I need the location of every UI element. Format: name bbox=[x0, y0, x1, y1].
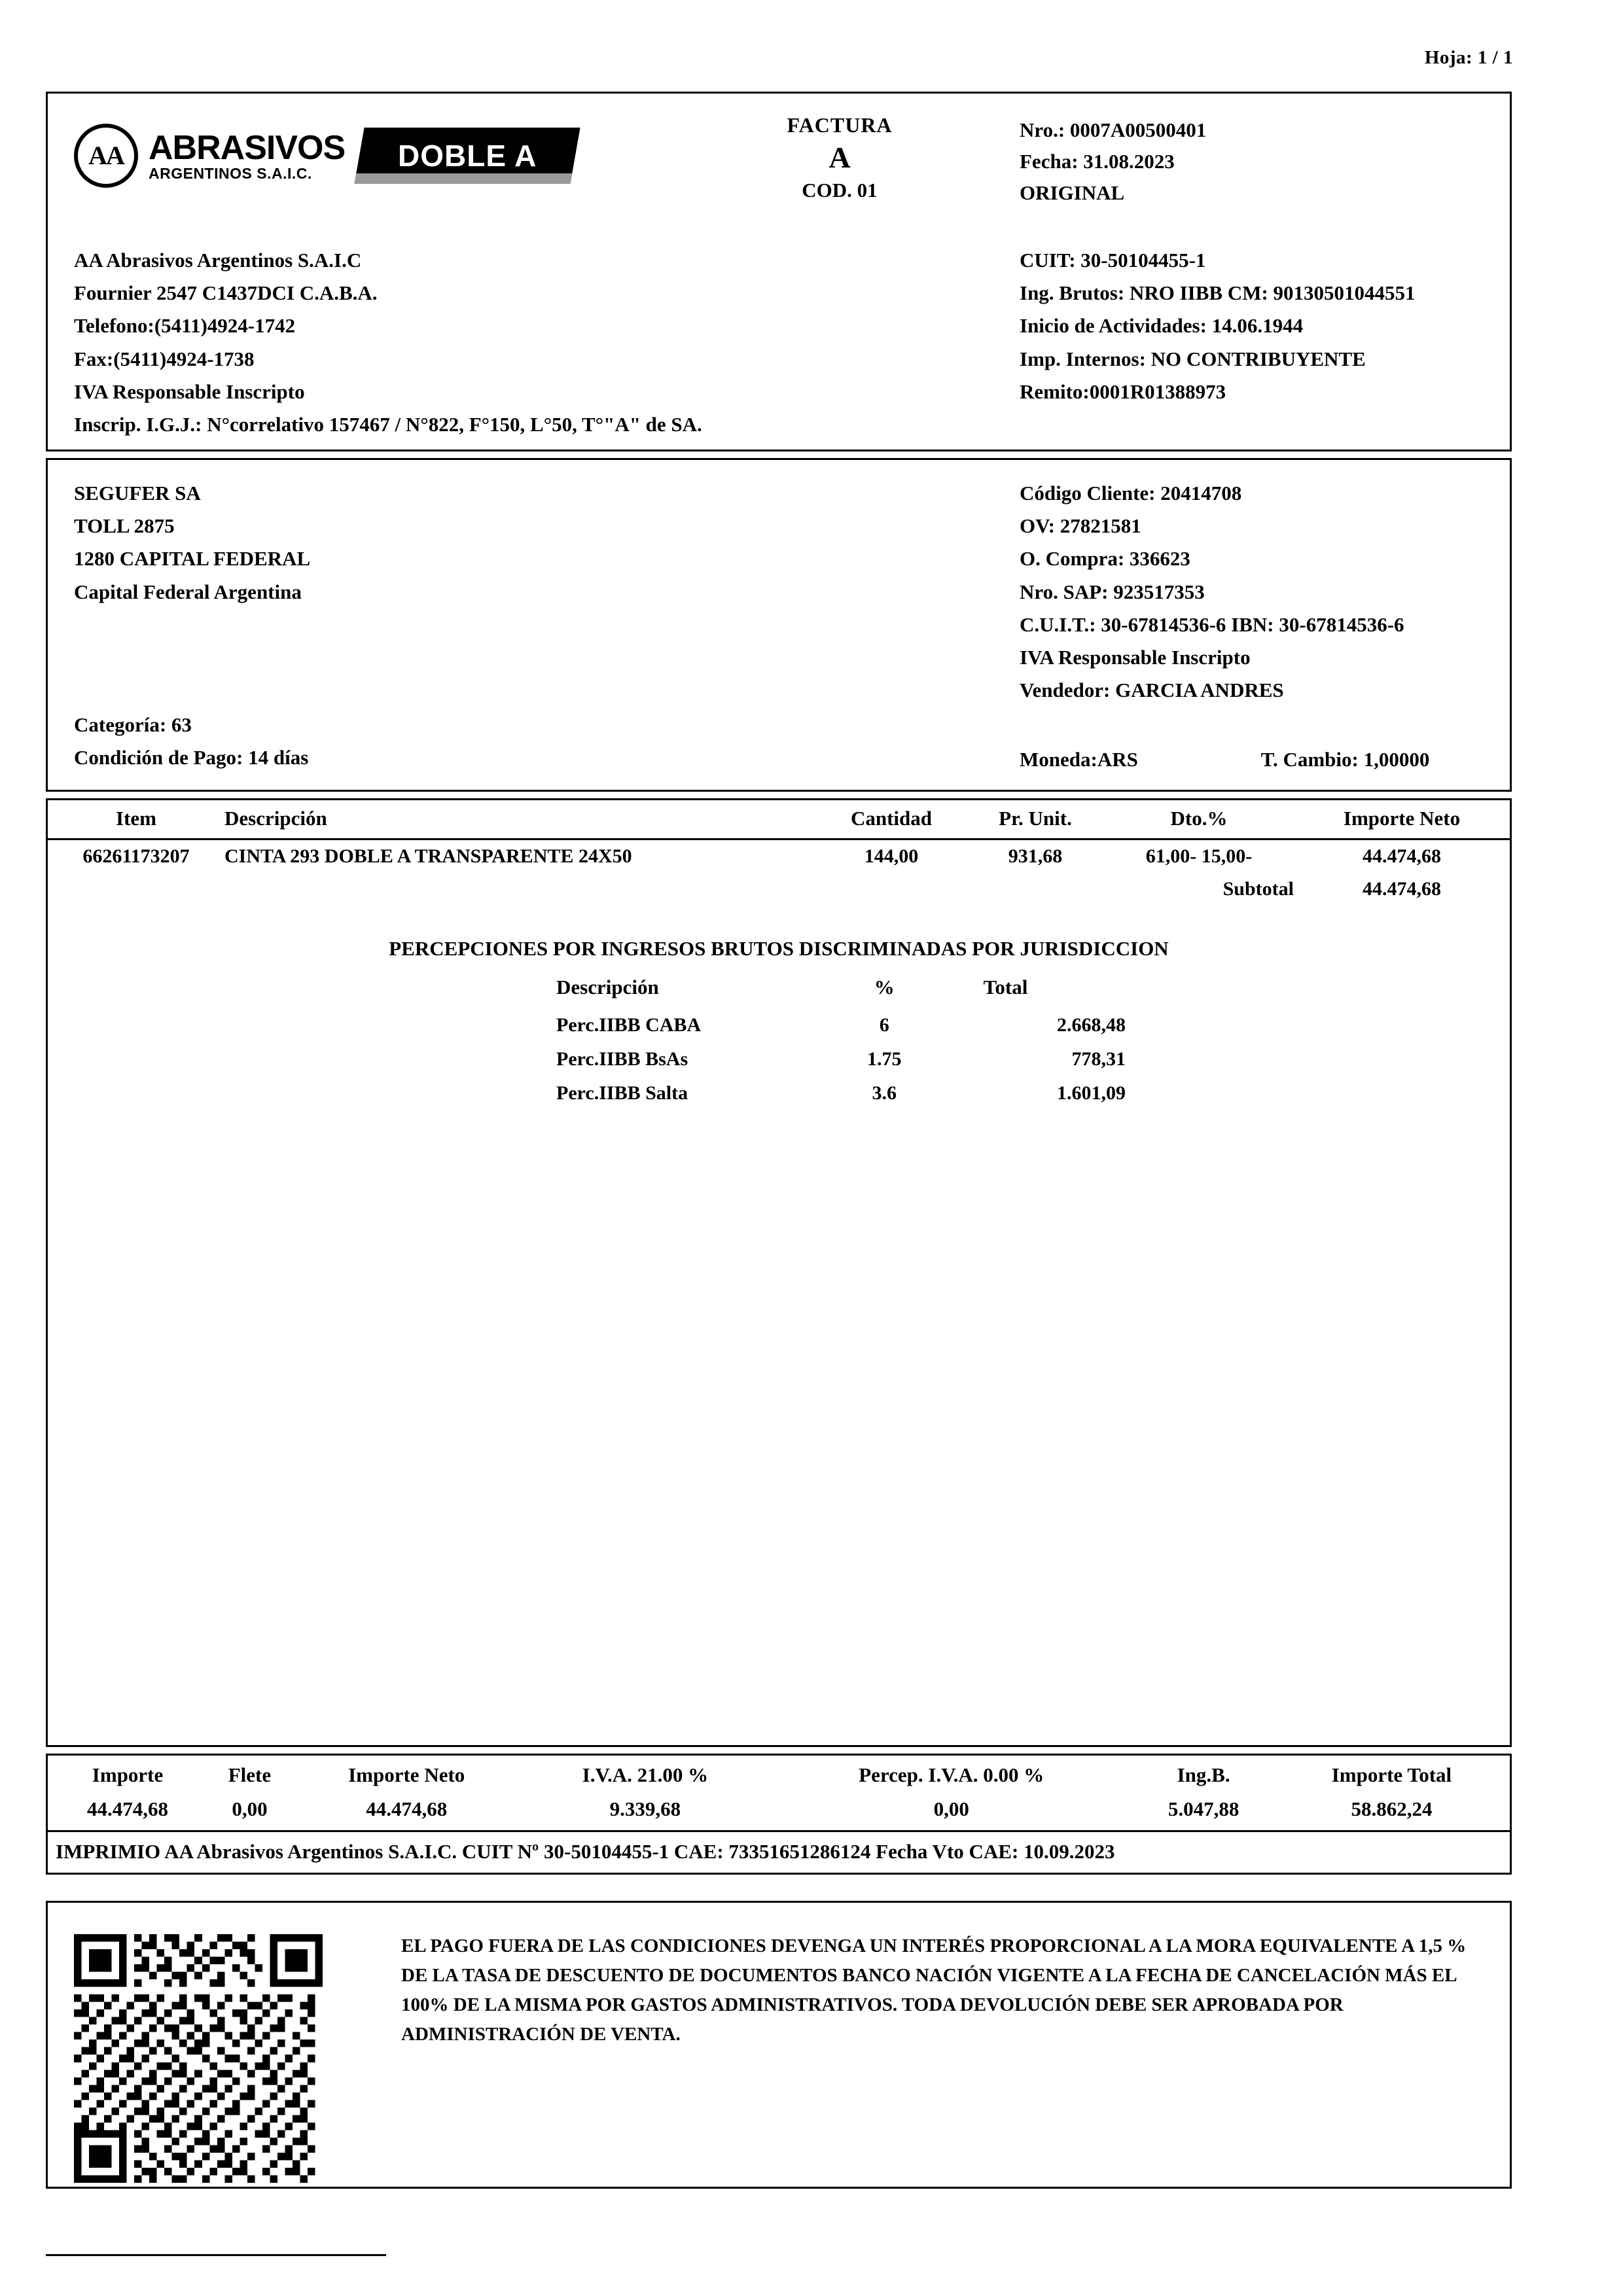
items-table bbox=[48, 800, 1510, 906]
items-header-item: Item bbox=[48, 800, 224, 839]
legal-block bbox=[46, 1901, 1512, 2189]
items-block bbox=[46, 798, 1512, 1747]
total-iva: 9.339,68 bbox=[609, 1797, 681, 1820]
customer-terms bbox=[74, 709, 308, 774]
totals-header-ingb: Ing.B. bbox=[1177, 1763, 1230, 1786]
table-row bbox=[353, 1076, 1204, 1110]
customer-cuit: C.U.I.T.: 30-67814536-6 IBN: 30-67814536-6 bbox=[1020, 612, 1404, 636]
issuer-cuit: CUIT: 30-50104455-1 bbox=[1020, 249, 1206, 272]
doble-a-logo bbox=[355, 128, 580, 184]
total-importe-total: 58.862,24 bbox=[1351, 1797, 1433, 1820]
customer-fiscal-data bbox=[1020, 477, 1404, 707]
percepcion-percent: 6 bbox=[879, 1014, 889, 1036]
invoice-code: COD. 01 bbox=[802, 179, 878, 202]
customer-code: Código Cliente: 20414708 bbox=[1020, 482, 1242, 504]
invoice-type-title: FACTURA bbox=[787, 113, 893, 137]
customer-city: 1280 CAPITAL FEDERAL bbox=[74, 547, 311, 571]
sheet-number: Hoja: 1 / 1 bbox=[1424, 47, 1513, 68]
totals-table bbox=[48, 1756, 1510, 1832]
table-row bbox=[353, 1008, 1204, 1042]
percepciones-header-descripcion: Descripción bbox=[556, 976, 659, 998]
currency-label: Moneda:ARS bbox=[1020, 748, 1138, 771]
invoice-copy-label: ORIGINAL bbox=[1020, 181, 1125, 205]
table-row bbox=[353, 1042, 1204, 1076]
percepcion-percent: 3.6 bbox=[872, 1082, 897, 1104]
brand-subtitle: ARGENTINOS S.A.I.C. bbox=[149, 164, 312, 182]
issuer-ingresos-brutos: Ing. Brutos: NRO IIBB CM: 90130501044551 bbox=[1020, 281, 1416, 305]
items-header-precio: Pr. Unit. bbox=[967, 800, 1104, 839]
issuer-address bbox=[74, 244, 702, 441]
issuer-start-date: Inicio de Actividades: 14.06.1944 bbox=[1020, 314, 1304, 338]
doble-a-logo-text: DOBLE A bbox=[398, 139, 537, 173]
total-flete: 0,00 bbox=[232, 1797, 268, 1820]
totals-block bbox=[46, 1754, 1512, 1875]
subtotal-value: 44.474,68 bbox=[1363, 878, 1441, 900]
issuer-street: Fournier 2547 C1437DCI C.A.B.A. bbox=[74, 281, 378, 305]
item-code: 66261173207 bbox=[82, 845, 190, 867]
customer-name: SEGUFER SA bbox=[74, 482, 201, 504]
issuer-iva-condition: IVA Responsable Inscripto bbox=[74, 380, 305, 403]
doble-a-logo-stripe bbox=[355, 173, 573, 184]
percepcion-description: Perc.IIBB CABA bbox=[556, 1014, 702, 1036]
issuer-phone: Telefono:(5411)4924-1742 bbox=[74, 314, 296, 338]
customer-block bbox=[46, 458, 1512, 792]
items-header-descuento: Dto.% bbox=[1104, 800, 1294, 839]
item-quantity: 144,00 bbox=[864, 845, 919, 867]
subtotal-row bbox=[48, 873, 1510, 906]
aa-monogram-icon bbox=[74, 124, 138, 188]
customer-street: TOLL 2875 bbox=[74, 514, 175, 538]
customer-sap-number: Nro. SAP: 923517353 bbox=[1020, 580, 1205, 603]
customer-country: Capital Federal Argentina bbox=[74, 580, 302, 603]
percepcion-description: Perc.IIBB Salta bbox=[556, 1082, 688, 1104]
percepcion-description: Perc.IIBB BsAs bbox=[556, 1048, 688, 1070]
invoice-numbers bbox=[1020, 115, 1206, 209]
totals-header-iva: I.V.A. 21.00 % bbox=[582, 1763, 709, 1786]
percepcion-total: 778,31 bbox=[1071, 1048, 1126, 1070]
total-ingb: 5.047,88 bbox=[1168, 1797, 1240, 1820]
totals-header-importe: Importe bbox=[92, 1763, 164, 1786]
customer-salesperson: Vendedor: GARCIA ANDRES bbox=[1020, 679, 1284, 702]
currency-info bbox=[1020, 748, 1429, 771]
items-header-descripcion: Descripción bbox=[224, 800, 816, 839]
percepcion-total: 2.668,48 bbox=[1057, 1014, 1126, 1036]
total-importe-neto: 44.474,68 bbox=[366, 1797, 448, 1820]
brand-name: ABRASIVOS bbox=[149, 128, 346, 167]
issuer-fax: Fax:(5411)4924-1738 bbox=[74, 347, 255, 370]
exchange-rate-label: T. Cambio: 1,00000 bbox=[1260, 748, 1430, 771]
qr-code-icon bbox=[74, 1934, 323, 2183]
total-importe: 44.474,68 bbox=[87, 1797, 169, 1820]
issuer-registration: Inscrip. I.G.J.: N°correlativo 157467 / N°822, F°150, L°50, T°"A" de SA. bbox=[74, 413, 702, 436]
item-unit-price: 931,68 bbox=[1008, 845, 1063, 867]
items-header-importe: Importe Neto bbox=[1294, 800, 1510, 839]
subtotal-label: Subtotal bbox=[1222, 878, 1294, 900]
totals-header-importe-total: Importe Total bbox=[1331, 1763, 1452, 1786]
item-net-amount: 44.474,68 bbox=[1363, 845, 1441, 867]
totals-values-row bbox=[48, 1793, 1510, 1831]
customer-purchase-order: O. Compra: 336623 bbox=[1020, 547, 1190, 571]
payment-condition: Condición de Pago: 14 días bbox=[74, 746, 309, 769]
percepcion-percent: 1.75 bbox=[867, 1048, 902, 1070]
totals-header-percep-iva: Percep. I.V.A. 0.00 % bbox=[859, 1763, 1044, 1786]
invoice-number: Nro.: 0007A00500401 bbox=[1020, 118, 1207, 141]
percepciones-header-porcentaje: % bbox=[874, 976, 895, 998]
customer-iva-condition: IVA Responsable Inscripto bbox=[1020, 646, 1251, 669]
totals-header-row bbox=[48, 1756, 1510, 1793]
table-row bbox=[48, 839, 1510, 874]
items-header-cantidad: Cantidad bbox=[816, 800, 967, 839]
invoice-date: Fecha: 31.08.2023 bbox=[1020, 150, 1175, 173]
customer-category: Categoría: 63 bbox=[74, 713, 192, 736]
percepciones-header-total: Total bbox=[983, 976, 1028, 998]
customer-address bbox=[74, 477, 310, 609]
customer-ov: OV: 27821581 bbox=[1020, 514, 1141, 538]
issuer-internal-taxes: Imp. Internos: NO CONTRIBUYENTE bbox=[1020, 347, 1366, 370]
invoice-letter: A bbox=[829, 141, 851, 174]
bottom-rule bbox=[46, 2254, 386, 2256]
item-discount: 61,00- 15,00- bbox=[1145, 845, 1253, 867]
percepcion-total: 1.601,09 bbox=[1057, 1082, 1126, 1104]
company-logo bbox=[74, 120, 611, 192]
brand-text bbox=[149, 128, 346, 182]
legal-terms-text: EL PAGO FUERA DE LAS CONDICIONES DEVENGA UN INTERÉS PROPORCIONAL A LA MORA EQUIVALENTE A 1,5 % DE LA TASA DE DESCUENTO DE DOCUMENTOS BANCO NACIÓN VIGENTE A LA FECHA DE CANCELACIÓN MÁS EL 100% DE LA MISMA POR GASTOS ADMINISTRATIVOS. TODA DEVOLUCIÓN DEBE SER APROBADA POR ADMINISTRACIÓN DE VENTA. bbox=[401, 1935, 1467, 2045]
percepciones-table bbox=[353, 975, 1204, 1110]
items-header-row bbox=[48, 800, 1510, 839]
totals-header-flete: Flete bbox=[228, 1763, 272, 1786]
totals-header-importe-neto: Importe Neto bbox=[348, 1763, 465, 1786]
percepciones-title: PERCEPCIONES POR INGRESOS BRUTOS DISCRIMINADAS POR JURISDICCION bbox=[389, 937, 1169, 960]
issuer-remito: Remito:0001R01388973 bbox=[1020, 380, 1226, 403]
issuer-fiscal-data bbox=[1020, 244, 1416, 408]
item-description: CINTA 293 DOBLE A TRANSPARENTE 24X50 bbox=[224, 845, 632, 867]
total-percep-iva: 0,00 bbox=[933, 1797, 969, 1820]
invoice-type bbox=[741, 113, 938, 202]
issuer-block bbox=[46, 92, 1512, 451]
aa-monogram-top: AA bbox=[88, 141, 124, 170]
percepciones-header-row bbox=[353, 975, 1204, 1008]
cae-line: IMPRIMIO AA Abrasivos Argentinos S.A.I.C. CUIT Nº 30-50104455-1 CAE: 73351651286124 Fecha Vto CAE: 10.09.2023 bbox=[56, 1840, 1115, 1863]
issuer-name: AA Abrasivos Argentinos S.A.I.C bbox=[74, 249, 362, 272]
